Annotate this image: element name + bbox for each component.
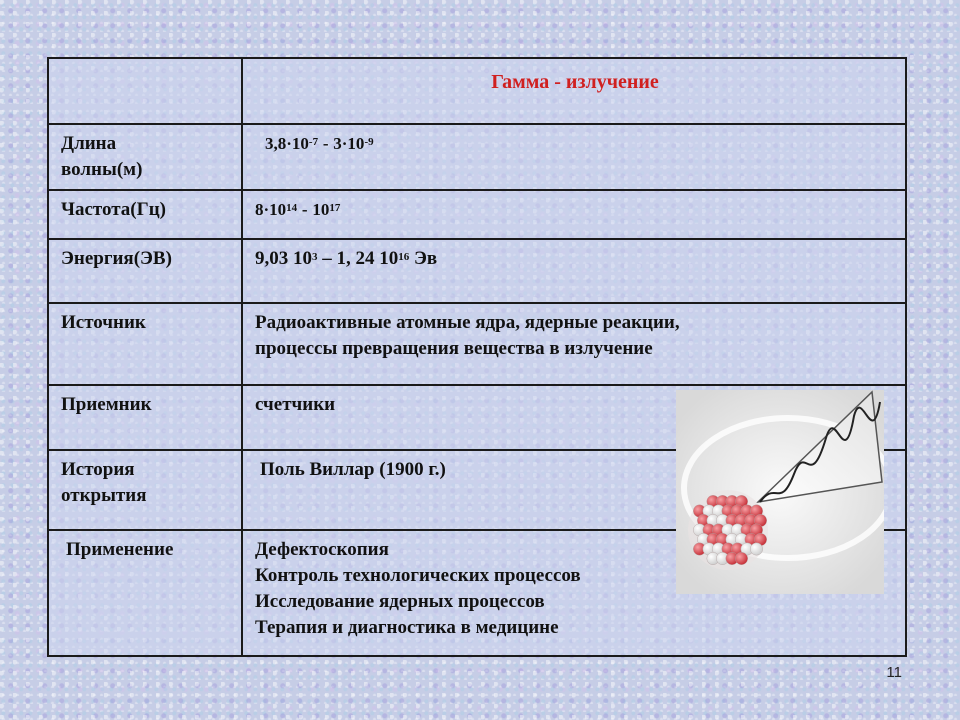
energy-from-exp: 3 <box>312 251 318 263</box>
frequency-to: 10 <box>312 200 330 219</box>
slide-number: 11 <box>886 664 902 681</box>
energy-sep: – 1, 24 10 <box>322 248 399 269</box>
source-line2: процессы превращения вещества в излучение <box>255 338 653 359</box>
history-text: Поль Виллар (1900 г.) <box>260 459 446 480</box>
application-item: Контроль технологических процессов <box>255 565 581 586</box>
table-row-energy <box>48 239 906 303</box>
frequency-to-exp: 17 <box>329 202 341 214</box>
header-title-cell <box>242 58 906 124</box>
frequency-value <box>242 190 906 239</box>
wavelength-from: 3,8·10 <box>265 134 309 153</box>
wavelength-to-exp: -9 <box>364 136 374 148</box>
energy-from: 9,03 10 <box>255 248 312 269</box>
wavelength-value <box>242 124 906 190</box>
energy-to-exp: 16 <box>398 251 410 263</box>
receiver-value: счетчики <box>242 385 906 450</box>
wavelength-to: 3·10 <box>333 134 365 153</box>
history-label-line1: История <box>61 459 135 480</box>
wavelength-from-exp: -7 <box>308 136 319 148</box>
energy-label: Энергия(ЭВ) <box>48 239 242 303</box>
history-label <box>48 450 242 530</box>
wavelength-label-line1: Длина <box>61 133 117 154</box>
nucleon <box>735 552 747 564</box>
gamma-ray-nucleus-icon <box>676 390 884 594</box>
frequency-from-exp: 14 <box>286 202 298 214</box>
frequency-sep: - <box>301 200 308 219</box>
application-item: Исследование ядерных процессов <box>255 591 545 612</box>
header-empty-cell <box>48 58 242 124</box>
frequency-from: 8·10 <box>255 200 287 219</box>
source-label: Источник <box>48 303 242 385</box>
history-label-line2: открытия <box>61 485 147 506</box>
wavelength-label-line2: волны(м) <box>61 159 143 180</box>
table-row-source <box>48 303 906 385</box>
application-label-text: Применение <box>66 539 174 560</box>
table-title: Гамма - излучение <box>491 71 659 93</box>
application-item: Дефектоскопия <box>255 539 389 560</box>
application-item: Терапия и диагностика в медицине <box>255 617 559 638</box>
energy-value <box>242 239 906 303</box>
energy-unit: Эв <box>414 248 438 269</box>
gamma-illustration-svg <box>676 390 884 594</box>
source-line1: Радиоактивные атомные ядра, ядерные реакции, <box>255 312 680 333</box>
table-row-wavelength <box>48 124 906 190</box>
table-row-frequency <box>48 190 906 239</box>
table-header-row <box>48 58 906 124</box>
frequency-label: Частота(Гц) <box>48 190 242 239</box>
wavelength-label <box>48 124 242 190</box>
receiver-label: Приемник <box>48 385 242 450</box>
application-label <box>48 530 242 656</box>
source-value <box>242 303 906 385</box>
wavelength-sep: - <box>322 134 329 153</box>
nucleon <box>750 543 762 555</box>
